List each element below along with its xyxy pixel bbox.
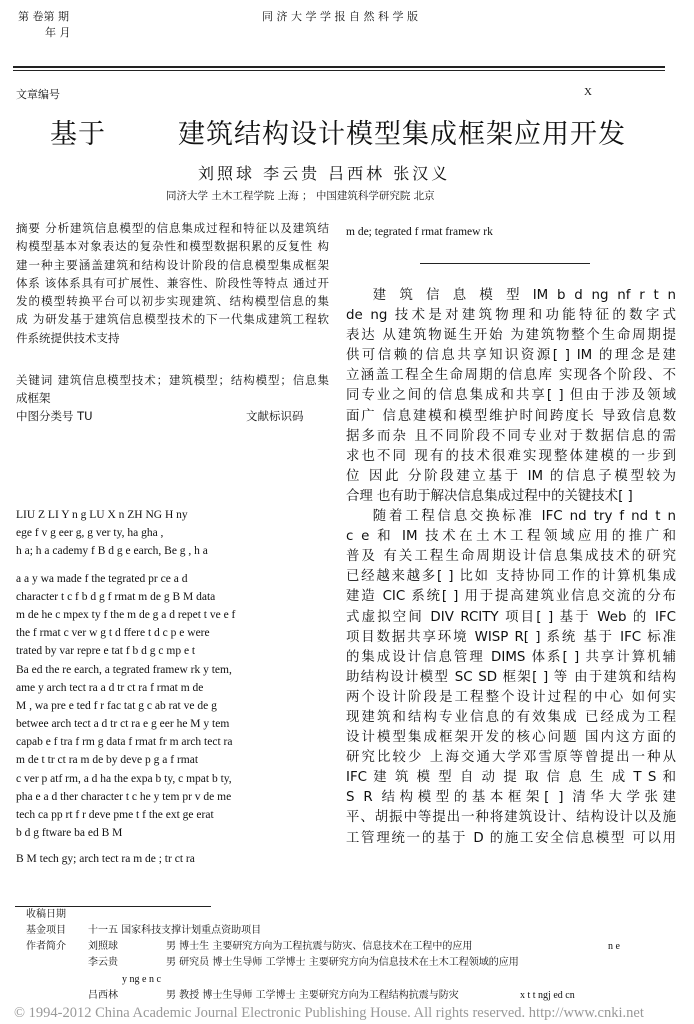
abstract-line: 体系 该体系具有可扩展性、兼容性、阶段性等特点 通过开	[16, 275, 329, 290]
author1-name: 刘照球	[88, 941, 118, 952]
keywords-line: 关键词 建筑信息模型技术；建筑模型；结构模型；信息集	[16, 373, 329, 387]
body-line: 表达 从建筑物诞生开始 为建筑物整个生命周期提	[346, 328, 676, 344]
body-line: 面广 信息建模和模型维护时间跨度长 导致信息数	[346, 408, 676, 424]
english-abstract-line: M , wa pre e ted f r fac tat g c ab rat ve de g	[16, 699, 217, 712]
english-authors: LIU Z LI Y n g LU X n ZH NG H ny	[16, 509, 188, 521]
article-number-label: 文章编号	[16, 88, 60, 101]
author2-bio: 男 研究员 博士生导师 工学博士 主要研究方向为信息技术在土木工程领域的应用	[166, 957, 519, 968]
english-abstract	[16, 506, 329, 869]
english-abstract-line: tech ca pp rt f r deve pme t f the ext ge erat	[16, 809, 214, 821]
english-affiliation: h a; h a cademy f B d g e earch, Be g , h a	[16, 545, 208, 558]
english-abstract-line: character t c f b d g f rmat m de g B M data	[16, 590, 216, 603]
body-line: c e 和 IM 技术在土木工程领域应用的推广和	[346, 529, 676, 545]
english-abstract-line: trated by var repre e tat f b d g c mp e t	[16, 645, 196, 658]
author3-extra: x t t ngj ed cn	[520, 990, 575, 1001]
body-line: 现建筑和结构专业信息的有效集成 已经成为工程	[346, 709, 676, 725]
author2-extra: y ng e n c	[122, 974, 161, 985]
author1-bio: 男 博士生 主要研究方向为工程抗震与防灾、信息技术在工程中的应用	[166, 941, 473, 952]
english-affiliation: ege f v g eer g, g ver ty, ha gha ,	[16, 527, 164, 540]
english-keywords: B M tech gy; arch tect ra m de ; tr ct ra	[16, 853, 195, 866]
author2-name: 李云贵	[88, 957, 118, 968]
keywords-cn	[16, 371, 329, 408]
english-abstract-line: pha e a d ther character t c he y tem pr v de me	[16, 790, 232, 803]
copyright-watermark: © 1994-2012 China Academic Journal Electronic Publishing House. All rights reserved. http://www.cnki.net	[14, 1005, 644, 1021]
received-date-label: 收稿日期	[26, 909, 66, 920]
clc-number: 中图分类号 TU	[16, 409, 93, 423]
title-prefix: 基于	[50, 119, 106, 150]
body-line: 位 因此 分阶段建立基于 IM 的信息子模型较为	[346, 468, 676, 484]
body-line: de ng 技术是对建筑物理和功能特征的数字式	[346, 308, 676, 324]
document-code-label: 文献标识码	[246, 409, 304, 423]
body-line: 式虚拟空间 DIV RCITY 项目[ ] 基于 Web 的 IFC	[346, 609, 676, 625]
english-abstract-line: b d g ftware ba ed B M	[16, 827, 123, 840]
year-month: 年 月	[45, 26, 71, 39]
english-abstract-line: betwee arch tect a d tr ct ra e g eer he M y tem	[16, 718, 230, 731]
body-line: 研究比较少 上海交通大学邓雪原等曾提出一种从	[346, 750, 676, 766]
body-line: 同专业之间的信息集成和共享[ ] 但由于涉及领域	[346, 388, 676, 404]
body-line: S R 结构模型的基本框架[ ] 清华大学张建	[346, 790, 676, 806]
article-number: X	[584, 86, 592, 98]
body-line: 立涵盖工程全生命周期的信息库 实现各个阶段、不	[346, 368, 676, 384]
authors: 刘照球 李云贵 吕西林 张汉义	[198, 164, 451, 183]
body-line: 据多而杂 且不同阶段不同专业对于数据信息的需	[346, 428, 676, 444]
body-line: 求也不同 现有的技术很难实现整体建模的一步到	[346, 448, 676, 464]
abstract-cn	[16, 219, 329, 347]
body-line: 已经越来越多[ ] 比如 支持协同工作的计算机集成	[346, 569, 676, 585]
english-abstract-line: a a y wa made f the tegrated pr ce a d	[16, 572, 188, 585]
english-abstract-line: ame y arch tect ra a d tr ct ra f rmat m de	[16, 681, 204, 694]
english-abstract-line: m de t tr ct ra m de by deve p g a f rmat	[16, 754, 199, 767]
body-text	[346, 286, 676, 849]
body-line: 设计模型集成框架开发的核心问题 国内这方面的	[346, 730, 676, 746]
body-line: 建造 CIC 系统[ ] 用于提高建筑业信息交流的分布	[346, 589, 676, 605]
body-line: 随着工程信息交换标准 IFC nd try f nd t n	[372, 509, 676, 525]
body-line: 助结构设计模型 SC SD 框架[ ] 等 由于建筑和结构	[346, 669, 676, 685]
abstract-line: 发的模型转换平台可以初步实现建筑、结构模型信息的集	[16, 294, 329, 309]
body-line: IFC 建 筑 模 型 自 动 提 取 信 息 生 成 T S 和	[346, 770, 676, 786]
english-abstract-line: capab e f tra f rm g data f rmat fr m arch tect ra	[16, 736, 233, 749]
body-line: 平、胡振中等提出一种将建筑设计、结构设计以及施	[346, 810, 676, 826]
keywords-line: 成框架	[16, 391, 51, 406]
fund-label: 基金项目	[26, 925, 66, 936]
affiliation: 同济大学 土木工程学院 上海 ； 中国建筑科学研究院 北京	[166, 190, 435, 202]
footnote-rule	[15, 906, 211, 907]
paper-title: 建筑结构设计模型集成框架应用开发	[178, 119, 626, 150]
abstract-line: 建一种主要涵盖建筑和结构设计阶段的信息模型集成框架	[16, 257, 329, 272]
body-line: 两个设计阶段是工程整个设计过程的中心 如何实	[346, 689, 676, 705]
volume-issue: 第 卷第 期	[18, 10, 69, 23]
body-line: 项目数据共享环境 WISP R[ ] 系统 基于 IFC 标准	[346, 629, 676, 645]
abstract-line: 件系统提供技术支持	[16, 330, 120, 345]
english-abstract-line: m de he c mpex ty f the m de g a d repet t ve e f	[16, 608, 236, 621]
body-line: 供可信赖的信息共享知识资源[ ] IM 的理念是建	[346, 348, 676, 364]
english-abstract-line: Ba ed the re earch, a tegrated framew rk y tem,	[16, 663, 232, 676]
section-divider	[420, 263, 590, 264]
abstract-line: 构模型基本对象表达的复杂性和模型数据积累的反复性 构	[16, 239, 329, 254]
author3-bio: 男 教授 博士生导师 工学博士 主要研究方向为工程结构抗震与防灾	[166, 990, 459, 1001]
english-keywords-cont: m de; tegrated f rmat framew rk	[346, 226, 493, 238]
body-line: 建 筑 信 息 模 型 IM b d ng nf r t n	[372, 288, 676, 303]
abstract-line: 摘要 分析建筑信息模型的信息集成过程和特征以及建筑结	[16, 221, 329, 235]
english-abstract-line: c ver p atf rm, a d ha the expa b ty, c mpat b ty,	[16, 772, 232, 785]
abstract-line: 成 为研发基于建筑信息模型技术的下一代集成建筑工程软	[16, 312, 329, 327]
header-rule-bottom	[13, 70, 665, 71]
author1-extra: n e	[608, 941, 620, 952]
journal-name: 同 济 大 学 学 报 自 然 科 学 版	[262, 10, 418, 23]
body-line: 普及 有关工程生命周期设计信息集成技术的研究	[346, 549, 676, 565]
author3-name: 吕西林	[88, 990, 118, 1001]
header-rule-top	[13, 66, 665, 68]
body-line: 合理 也有助于解决信息集成过程中的关键技术[ ]	[346, 488, 633, 504]
fund-text: 十一五 国家科技支撑计划重点资助项目	[88, 925, 262, 936]
english-abstract-line: the f rmat c ver w g t d ffere t d c p e were	[16, 627, 210, 640]
body-line: 工管理统一的基于 D 的施工安全信息模型 可以用	[346, 830, 676, 846]
body-line: 的集成设计信息管理 DIMS 体系[ ] 共享计算机辅	[346, 649, 676, 665]
bio-label: 作者简介	[26, 941, 66, 952]
